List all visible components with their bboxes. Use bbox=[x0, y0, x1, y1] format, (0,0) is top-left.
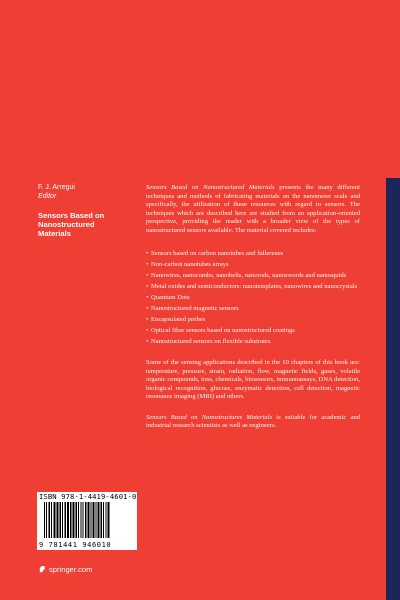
intro-paragraph bbox=[146, 184, 360, 236]
barcode-digits: 9 781441 946010 bbox=[39, 541, 112, 549]
barcode-bar bbox=[96, 502, 97, 538]
barcode-bar bbox=[98, 502, 100, 538]
barcode-bar bbox=[91, 502, 92, 538]
barcode-bar bbox=[78, 502, 79, 538]
barcode-bar bbox=[51, 502, 52, 538]
barcode-bar bbox=[83, 502, 84, 538]
barcode-bar bbox=[93, 502, 95, 538]
publisher-url: springer.com bbox=[49, 565, 93, 574]
isbn-number: ISBN 978-1-4419-4601-0 bbox=[39, 492, 137, 501]
barcode-bar bbox=[49, 502, 51, 538]
barcode-bar bbox=[85, 502, 87, 538]
barcode-bar bbox=[44, 502, 45, 538]
barcode-bar bbox=[101, 502, 103, 538]
barcode-bar bbox=[46, 502, 47, 538]
topic-item: • Nanowires, nanocombs, nanobelts, nanorods, nanoswords and nanosquids bbox=[146, 272, 360, 281]
topic-item: • Nanostructured magnetic sensors bbox=[146, 305, 360, 314]
topic-item: • Optical fiber sensors based on nanostructured coatings bbox=[146, 327, 360, 336]
publisher-footer bbox=[38, 565, 92, 574]
topic-item: • Non-carbon nanotubes arrays bbox=[146, 261, 360, 270]
barcode-bars bbox=[43, 502, 131, 538]
barcode-bar bbox=[108, 502, 110, 538]
barcode-bar bbox=[70, 502, 72, 538]
topic-item: • Quantum Dots bbox=[146, 294, 360, 303]
barcode-bar bbox=[103, 502, 104, 538]
closing-paragraph bbox=[146, 414, 360, 431]
barcode-bar bbox=[88, 502, 90, 538]
barcode-bar bbox=[106, 502, 107, 538]
barcode-bar bbox=[54, 502, 56, 538]
topic-item: • Sensors based on carbon nanotubes and fullerenes bbox=[146, 250, 360, 259]
closing-book-title: Sensors Based on Nanostructures Materials bbox=[146, 413, 273, 421]
navy-accent-bar bbox=[386, 178, 400, 600]
barcode-bar bbox=[57, 502, 59, 538]
barcode-bar bbox=[65, 502, 67, 538]
left-column bbox=[38, 184, 138, 239]
barcode-bar bbox=[62, 502, 63, 538]
barcode-bar bbox=[76, 502, 78, 538]
topic-item: • Encapsulated probes bbox=[146, 316, 360, 325]
intro-book-title: Sensors Based on Nanostructured Materials bbox=[146, 184, 275, 191]
topic-item: • Metal oxides and semiconductors: nanotemplates, nanowires and nanocrystals bbox=[146, 283, 360, 292]
barcode-bar bbox=[81, 502, 82, 538]
applications-paragraph: Some of the sensing applications described in the 10 chapters of this book are: temperature, pressure, strain, radiation, flow, magnetic fields, gases, volatile organic compounds, ions, chemicals, biosensors, immunoassays, DNA detection, biological recognition, glucose, enzymatic detection, cell detection, magnetic resonance imaging (MRI) and others. bbox=[146, 358, 360, 401]
editor-role: Editor bbox=[38, 192, 57, 200]
intro-text: presents the many different techniques and methods of fabricating materials on the nanometer scale and specifically, the utilization of these resources with regard to sensors. The techniques which are described here are studied from an application-oriented perspective, providing the reader with a broader view of the types of nanostructured sensors available. The material covered includes: bbox=[146, 184, 360, 234]
barcode-bar bbox=[60, 502, 62, 538]
topic-item: • Nanostructured sensors on flexible substrates bbox=[146, 338, 360, 347]
isbn-barcode bbox=[37, 492, 137, 550]
springer-horse-icon bbox=[38, 565, 47, 574]
barcode-bar bbox=[67, 502, 69, 538]
topics-list bbox=[146, 250, 360, 347]
book-title: Sensors Based on Nanostructured Materials bbox=[38, 211, 105, 239]
editor-name: F. J. Arregui bbox=[38, 184, 75, 191]
closing-text: is suitable for academic and industrial research scientists as well as engineers. bbox=[146, 413, 360, 430]
description-column bbox=[146, 184, 360, 431]
barcode-bar bbox=[73, 502, 75, 538]
